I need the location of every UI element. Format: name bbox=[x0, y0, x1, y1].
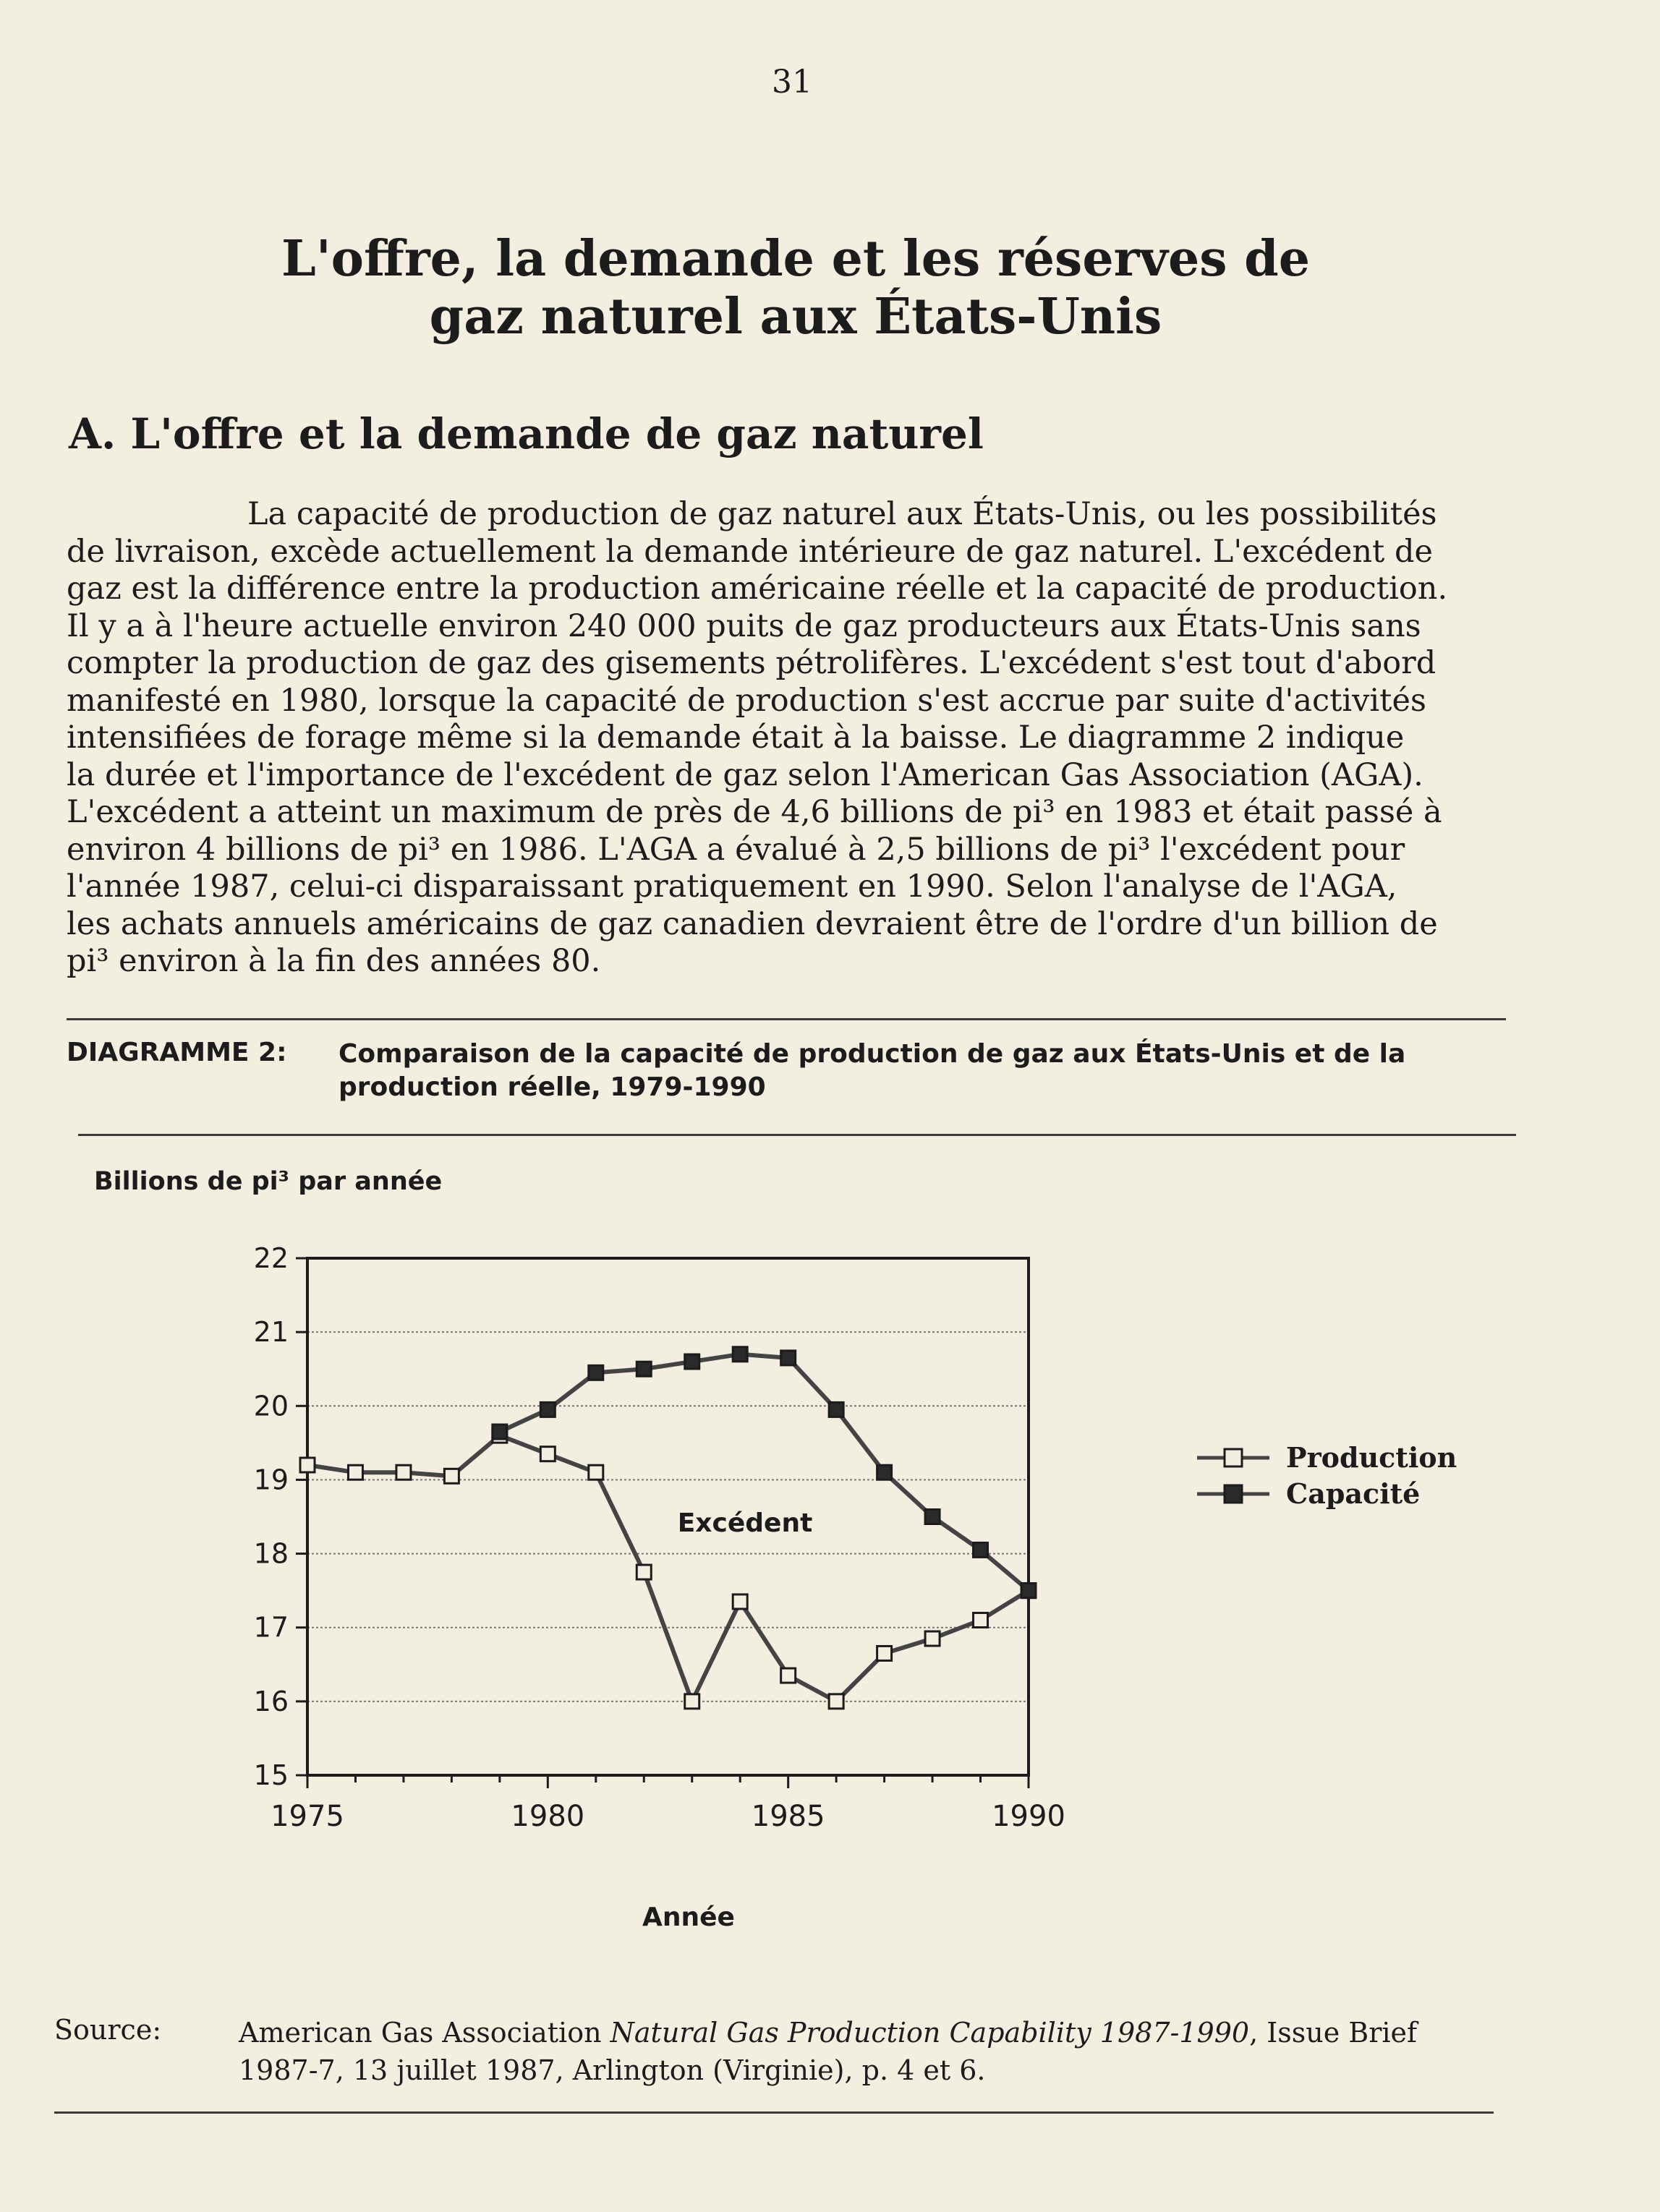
legend-marker bbox=[1225, 1449, 1242, 1466]
section-heading: A. L'offre et la demande de gaz naturel bbox=[69, 409, 984, 458]
data-point-capacite bbox=[781, 1351, 796, 1365]
x-axis-title: Année bbox=[642, 1903, 735, 1932]
page-number: 31 bbox=[772, 64, 812, 101]
data-point-production bbox=[540, 1447, 555, 1461]
source-citation bbox=[239, 2014, 1501, 2089]
data-point-production bbox=[781, 1668, 796, 1683]
y-axis-title: Billions de pi³ par année bbox=[94, 1167, 443, 1196]
paragraph-line: L'excédent a atteint un maximum de près de 4,6 billions de pi³ en 1983 et était passé à bbox=[67, 794, 1442, 830]
paragraph-line: intensifiées de forage même si la demande était à la baisse. Le diagramme 2 indique bbox=[67, 719, 1405, 756]
x-tick-label: 1975 bbox=[271, 1800, 344, 1833]
legend-marker bbox=[1225, 1485, 1242, 1503]
data-point-production bbox=[348, 1465, 362, 1479]
x-tick-label: 1980 bbox=[511, 1800, 585, 1833]
source-label: Source: bbox=[54, 2014, 162, 2046]
divider-bottom bbox=[54, 2111, 1494, 2114]
data-point-production bbox=[974, 1613, 988, 1628]
x-tick-label: 1990 bbox=[992, 1800, 1065, 1833]
paragraph-line: compter la production de gaz des gisements pétrolifères. L'excédent s'est tout d'abord bbox=[67, 645, 1436, 681]
data-point-capacite bbox=[540, 1402, 555, 1417]
y-tick-label: 17 bbox=[253, 1611, 289, 1644]
y-tick-label: 20 bbox=[253, 1390, 289, 1422]
page-title-line-2: gaz naturel aux États-Unis bbox=[429, 288, 1162, 346]
x-tick-label: 1985 bbox=[751, 1800, 825, 1833]
data-point-capacite bbox=[685, 1354, 699, 1369]
data-point-production bbox=[733, 1594, 747, 1609]
data-point-capacite bbox=[1021, 1584, 1036, 1598]
source-publication: Natural Gas Production Capability 1987-1990 bbox=[610, 2017, 1250, 2049]
series-line-production bbox=[307, 1435, 1029, 1701]
data-point-capacite bbox=[829, 1402, 843, 1417]
excedent-annotation: Excédent bbox=[677, 1508, 813, 1538]
data-point-production bbox=[877, 1646, 892, 1660]
data-point-production bbox=[396, 1465, 411, 1479]
y-tick-label: 19 bbox=[253, 1464, 289, 1496]
source-org: American Gas Association bbox=[239, 2017, 610, 2049]
y-tick-label: 21 bbox=[253, 1316, 289, 1349]
data-point-capacite bbox=[877, 1465, 892, 1479]
data-point-production bbox=[300, 1458, 315, 1472]
y-tick-label: 15 bbox=[253, 1759, 289, 1791]
paragraph-line: gaz est la différence entre la production américaine réelle et la capacité de production. bbox=[67, 571, 1448, 607]
data-point-production bbox=[685, 1694, 699, 1709]
data-point-capacite bbox=[589, 1365, 603, 1380]
paragraph-line: la durée et l'importance de l'excédent de gaz selon l'American Gas Association (AGA). bbox=[67, 756, 1423, 793]
y-tick-label: 18 bbox=[253, 1537, 289, 1570]
paragraph-line: environ 4 billions de pi³ en 1986. L'AGA a évalué à 2,5 billions de pi³ l'excédent pour bbox=[67, 831, 1405, 868]
paragraph-line: l'année 1987, celui-ci disparaissant pratiquement en 1990. Selon l'analyse de l'AGA, bbox=[67, 868, 1397, 905]
data-point-production bbox=[829, 1694, 843, 1709]
paragraph-line: de livraison, excède actuellement la demande intérieure de gaz naturel. L'excédent de bbox=[67, 533, 1433, 570]
data-point-capacite bbox=[637, 1362, 651, 1376]
data-point-capacite bbox=[733, 1347, 747, 1362]
data-point-capacite bbox=[925, 1510, 940, 1524]
series-line-capacite bbox=[500, 1354, 1029, 1591]
page-title-line-1: L'offre, la demande et les réserves de bbox=[281, 230, 1310, 288]
data-point-production bbox=[589, 1465, 603, 1479]
paragraph-line: pi³ environ à la fin des années 80. bbox=[67, 943, 601, 979]
y-tick-label: 22 bbox=[253, 1242, 289, 1274]
paragraph-line: Il y a à l'heure actuelle environ 240 000 puits de gaz producteurs aux États-Unis sans bbox=[67, 607, 1421, 644]
legend-label: Capacité bbox=[1286, 1477, 1421, 1510]
source-issue: , Issue Brief bbox=[1249, 2017, 1418, 2049]
paragraph-line: La capacité de production de gaz naturel aux États-Unis, ou les possibilités bbox=[247, 496, 1437, 532]
source-details: 1987-7, 13 juillet 1987, Arlington (Virginie), p. 4 et 6. bbox=[239, 2054, 986, 2086]
plot-frame bbox=[307, 1258, 1029, 1775]
data-point-production bbox=[444, 1469, 459, 1483]
figure-caption-line-2: production réelle, 1979-1990 bbox=[339, 1072, 766, 1102]
data-point-production bbox=[925, 1631, 940, 1646]
paragraph-line: manifesté en 1980, lorsque la capacité de production s'est accrue par suite d'activités bbox=[67, 682, 1426, 719]
data-point-capacite bbox=[974, 1542, 988, 1557]
data-point-production bbox=[637, 1565, 651, 1579]
paragraph-line: les achats annuels américains de gaz canadien devraient être de l'ordre d'un billion de bbox=[67, 905, 1438, 942]
data-point-capacite bbox=[493, 1425, 507, 1439]
figure-caption-line-1: Comparaison de la capacité de production de gaz aux États-Unis et de la bbox=[339, 1039, 1406, 1069]
y-tick-label: 16 bbox=[253, 1685, 289, 1717]
figure-label: DIAGRAMME 2: bbox=[67, 1038, 287, 1067]
legend-label: Production bbox=[1286, 1441, 1457, 1474]
